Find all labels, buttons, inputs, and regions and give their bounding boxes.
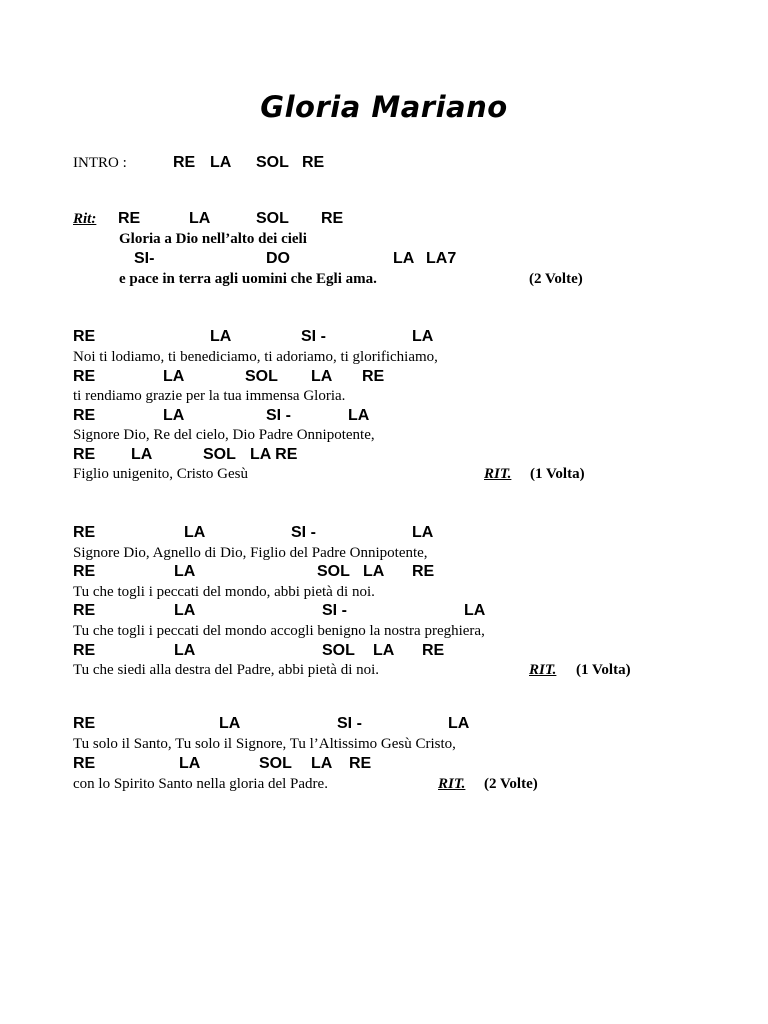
verse3-chord: SI -: [337, 715, 362, 732]
chorus-chord: LA7: [426, 250, 457, 267]
chorus-chord: RE: [118, 210, 141, 227]
verse1-chord: LA: [163, 368, 185, 385]
verse1-chord: LA: [163, 407, 185, 424]
verse1-chord: SI -: [266, 407, 291, 424]
chorus-label: Rit:: [73, 211, 97, 227]
verse3-chord: LA: [179, 755, 201, 772]
rit-marker: RIT.: [484, 466, 512, 482]
verse2-chord: SOL: [317, 563, 350, 580]
intro-chord: SOL: [256, 154, 289, 171]
verse2-chord: LA: [174, 563, 196, 580]
verse1-chord: LA RE: [250, 446, 298, 463]
intro-chord: RE: [173, 154, 196, 171]
verse2-lyric: Tu che siedi alla destra del Padre, abbi pietà di noi.: [73, 662, 380, 678]
repeat-note: (1 Volta): [530, 466, 585, 482]
verse2-chord: LA: [373, 642, 395, 659]
verse3-chord: SOL: [259, 755, 292, 772]
verse2-chord: LA: [464, 602, 486, 619]
chorus-chord: DO: [266, 250, 290, 267]
verse2-chord: RE: [422, 642, 445, 659]
verse1-chord: SOL: [245, 368, 278, 385]
verse1-chord: LA: [412, 328, 434, 345]
repeat-note: (1 Volta): [576, 662, 631, 678]
intro-chord: RE: [302, 154, 325, 171]
verse3-chord: LA: [311, 755, 333, 772]
verse1-chord: RE: [73, 407, 96, 424]
verse2-lyric: Signore Dio, Agnello di Dio, Figlio del Padre Onnipotente,: [73, 545, 428, 561]
verse2-chord: LA: [174, 642, 196, 659]
verse3-lyric: Tu solo il Santo, Tu solo il Signore, Tu l’Altissimo Gesù Cristo,: [73, 736, 456, 752]
verse3-chord: RE: [73, 755, 96, 772]
verse2-chord: LA: [363, 563, 385, 580]
verse1-lyric: Signore Dio, Re del cielo, Dio Padre Onnipotente,: [73, 427, 375, 443]
verse2-chord: LA: [184, 524, 206, 541]
verse3-chord: LA: [219, 715, 241, 732]
verse1-chord: LA: [311, 368, 333, 385]
rit-marker: RIT.: [438, 776, 466, 792]
verse1-lyric: ti rendiamo grazie per la tua immensa Gloria.: [73, 388, 346, 404]
chorus-chord: LA: [189, 210, 211, 227]
chorus-chord: LA: [393, 250, 415, 267]
rit-marker: RIT.: [529, 662, 557, 678]
verse2-lyric: Tu che togli i peccati del mondo accogli benigno la nostra preghiera,: [73, 623, 485, 639]
verse2-chord: RE: [73, 563, 96, 580]
verse1-chord: RE: [73, 446, 96, 463]
verse2-lyric: Tu che togli i peccati del mondo, abbi pietà di noi.: [73, 584, 375, 600]
verse1-chord: LA: [131, 446, 153, 463]
repeat-note: (2 Volte): [529, 271, 583, 287]
chorus-lyric: e pace in terra agli uomini che Egli ama.: [119, 271, 377, 287]
verse1-chord: LA: [210, 328, 232, 345]
chorus-chord: SI-: [134, 250, 155, 267]
verse1-lyric: Noi ti lodiamo, ti benediciamo, ti adoriamo, ti glorifichiamo,: [73, 349, 438, 365]
verse2-chord: RE: [412, 563, 435, 580]
repeat-note: (2 Volte): [484, 776, 538, 792]
chorus-chord: RE: [321, 210, 344, 227]
verse1-chord: SI -: [301, 328, 326, 345]
verse1-chord: RE: [362, 368, 385, 385]
verse3-lyric: con lo Spirito Santo nella gloria del Padre.: [73, 776, 328, 792]
intro-chord: LA: [210, 154, 232, 171]
verse2-chord: LA: [412, 524, 434, 541]
song-title: Gloria Mariano: [260, 90, 508, 124]
verse1-chord: LA: [348, 407, 370, 424]
verse1-chord: RE: [73, 328, 96, 345]
chorus-lyric: Gloria a Dio nell’alto dei cieli: [119, 231, 307, 247]
verse3-chord: RE: [73, 715, 96, 732]
verse2-chord: RE: [73, 602, 96, 619]
verse1-lyric: Figlio unigenito, Cristo Gesù: [73, 466, 249, 482]
verse2-chord: LA: [174, 602, 196, 619]
verse1-chord: RE: [73, 368, 96, 385]
verse3-chord: LA: [448, 715, 470, 732]
chorus-chord: SOL: [256, 210, 289, 227]
verse3-chord: RE: [349, 755, 372, 772]
intro-label: INTRO :: [73, 155, 127, 171]
verse2-chord: RE: [73, 642, 96, 659]
verse2-chord: RE: [73, 524, 96, 541]
verse2-chord: SI -: [322, 602, 347, 619]
verse2-chord: SOL: [322, 642, 355, 659]
verse2-chord: SI -: [291, 524, 316, 541]
verse1-chord: SOL: [203, 446, 236, 463]
